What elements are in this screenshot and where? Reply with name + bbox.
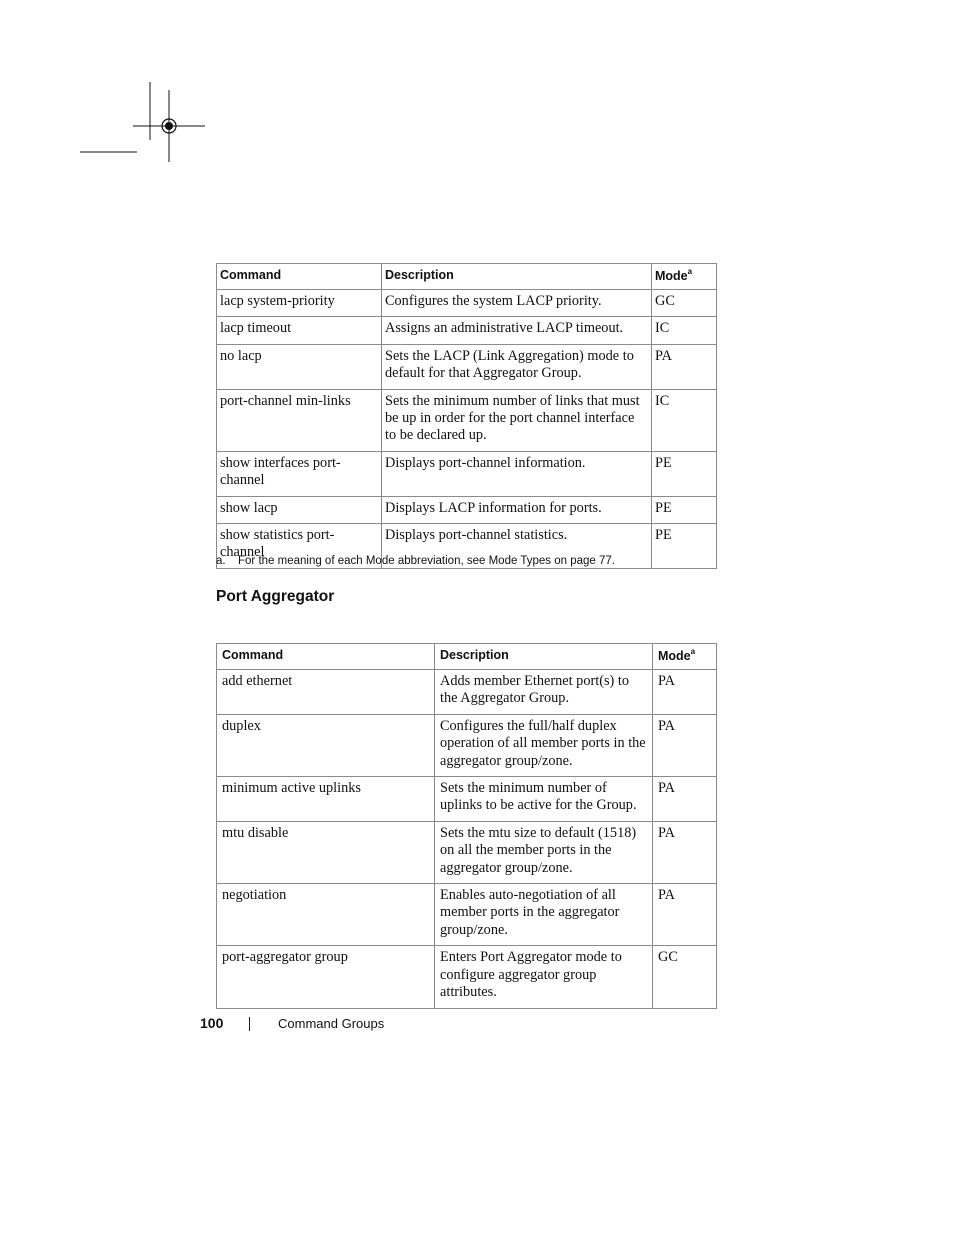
cell-mode: PA [653,714,717,776]
cell-mode: PA [653,777,717,822]
cell-command: show lacp [217,496,382,523]
cell-command: lacp timeout [217,317,382,344]
cell-command: duplex [217,714,435,776]
table-row [217,389,717,451]
table-row [217,670,717,715]
footnote-ref: a [687,267,693,276]
cell-mode: PA [652,344,717,389]
cell-command: show interfaces port-channel [217,451,382,496]
header-mode-label: Mode [655,269,688,284]
cell-description: Displays port-channel information. [382,451,652,496]
header-command: Command [217,264,382,290]
cell-mode: PA [653,821,717,883]
header-command: Command [217,644,435,670]
cell-description: Sets the minimum number of uplinks to be active for the Group. [435,777,653,822]
header-mode [652,264,717,290]
cell-mode: PA [653,884,717,946]
table-row [217,496,717,523]
table-row [217,290,717,317]
section-title: Port Aggregator [216,588,335,605]
cell-description: Enables auto-negotiation of all member ports in the aggregator group/zone. [435,884,653,946]
table-row [217,777,717,822]
table-row [217,884,717,946]
cell-command: minimum active uplinks [217,777,435,822]
cell-command: port-channel min-links [217,389,382,451]
cell-command: no lacp [217,344,382,389]
cell-description: Displays port-channel statistics. [382,524,652,569]
cell-command: port-aggregator group [217,946,435,1008]
cell-command: lacp system-priority [217,290,382,317]
footer-divider [249,1017,250,1031]
command-table-port-aggregator [216,643,717,1009]
cell-description: Sets the minimum number of links that must be up in order for the port channel interface to be declared up. [382,389,652,451]
header-description: Description [435,644,653,670]
cell-mode: GC [652,290,717,317]
cell-mode: PE [652,496,717,523]
cell-mode: GC [653,946,717,1008]
table-row [217,344,717,389]
cell-mode: IC [652,317,717,344]
cell-description: Assigns an administrative LACP timeout. [382,317,652,344]
page-number: 100 [200,1015,224,1031]
table-row [217,821,717,883]
table-body [217,290,717,569]
table-row [217,317,717,344]
table-header-row [217,264,717,290]
footnote-text: For the meaning of each Mode abbreviation, see Mode Types on page 77. [238,555,615,567]
cell-description: Displays LACP information for ports. [382,496,652,523]
cell-command: negotiation [217,884,435,946]
page-footer [200,1015,385,1031]
header-mode-label: Mode [658,649,691,664]
table-footnote [216,555,615,567]
footer-section-title: Command Groups [278,1016,385,1031]
cell-description: Configures the full/half duplex operation of all member ports in the aggregator group/zone. [435,714,653,776]
cell-description: Sets the LACP (Link Aggregation) mode to default for that Aggregator Group. [382,344,652,389]
table-row [217,946,717,1008]
cell-command: mtu disable [217,821,435,883]
table-row [217,714,717,776]
cell-mode: PA [653,670,717,715]
cell-description: Enters Port Aggregator mode to configure aggregator group attributes. [435,946,653,1008]
header-mode [653,644,717,670]
cell-command: show statistics port-channel [217,524,382,569]
cell-description: Sets the mtu size to default (1518) on all the member ports in the aggregator group/zone. [435,821,653,883]
cell-mode: PE [652,451,717,496]
table-header-row [217,644,717,670]
command-table-lacp [216,263,717,569]
header-description: Description [382,264,652,290]
footnote-letter: a. [216,555,226,567]
footnote-ref: a [690,647,696,656]
table-body [217,670,717,1009]
cell-description: Adds member Ethernet port(s) to the Aggregator Group. [435,670,653,715]
cell-mode: IC [652,389,717,451]
cell-command: add ethernet [217,670,435,715]
cell-mode: PE [652,524,717,569]
cell-description: Configures the system LACP priority. [382,290,652,317]
table-row [217,451,717,496]
